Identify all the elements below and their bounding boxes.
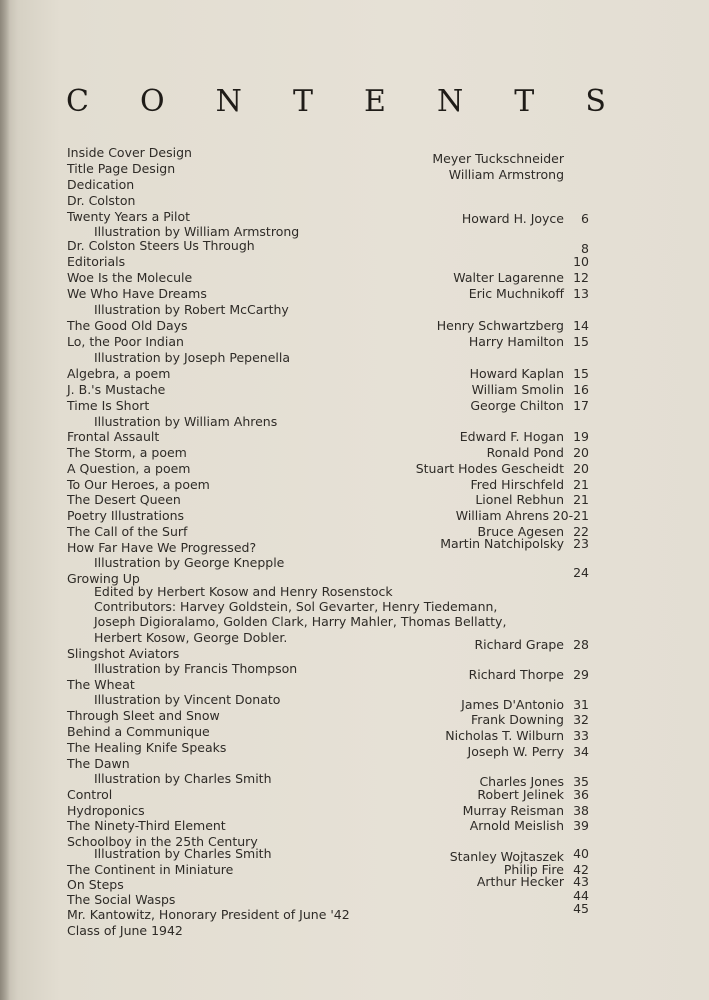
- toc-entry: [0, 923, 709, 939]
- toc-entry: [0, 708, 709, 727]
- entry-title: The Healing Knife Speaks: [67, 740, 227, 755]
- toc-entry: [0, 382, 709, 398]
- entry-page: 34: [573, 744, 589, 759]
- toc-entry: [0, 677, 709, 693]
- entry-page: 16: [573, 382, 589, 397]
- entry-title: Algebra, a poem: [67, 366, 171, 381]
- toc-entry: [0, 286, 709, 302]
- entry-title: Title Page Design: [67, 161, 176, 176]
- toc-entry: [0, 318, 709, 334]
- entry-page: 8: [581, 241, 589, 256]
- entry-title: Joseph Digioralamo, Golden Clark, Harry Mahler, Thomas Bellatty,: [94, 614, 507, 629]
- entry-author: Philip Fire: [503, 862, 564, 877]
- entry-page: 45: [573, 901, 589, 916]
- entry-title: Inside Cover Design: [67, 145, 192, 160]
- entry-title: The Good Old Days: [67, 318, 188, 333]
- entry-title: How Far Have We Progressed?: [67, 540, 257, 555]
- entry-author: Lionel Rebhun: [475, 492, 564, 507]
- entry-title: Illustration by Robert McCarthy: [94, 302, 289, 317]
- contents-heading: [66, 84, 606, 128]
- entry-title: Illustration by Vincent Donato: [94, 692, 281, 707]
- entry-title: Illustration by George Knepple: [94, 555, 285, 570]
- entry-title: The Continent in Miniature: [67, 862, 234, 877]
- entry-author: Ronald Pond: [486, 445, 564, 460]
- toc-entry: [0, 661, 709, 682]
- entry-author: James D'Antonio: [461, 697, 564, 712]
- entry-title: Schoolboy in the 25th Century: [67, 834, 258, 849]
- entry-title: Contributors: Harvey Goldstein, Sol Gevarter, Henry Tiedemann,: [94, 599, 498, 614]
- toc-entry: [0, 414, 709, 430]
- entry-title: Frontal Assault: [67, 429, 160, 444]
- toc-entry: [0, 492, 709, 508]
- toc-entry: [0, 756, 709, 772]
- entry-title: Herbert Kosow, George Dobler.: [94, 630, 288, 645]
- entry-author: Stuart Hodes Gescheidt: [415, 461, 564, 476]
- entry-title: The Desert Queen: [67, 492, 181, 507]
- entry-author: Fred Hirschfeld: [470, 477, 564, 492]
- entry-author: Charles Jones: [479, 774, 564, 789]
- entry-page: 21: [573, 477, 589, 492]
- entry-page: 29: [573, 667, 589, 682]
- entry-page: 20-21: [552, 508, 589, 523]
- entry-title: Slingshot Aviators: [67, 646, 180, 661]
- toc-entry: [0, 536, 709, 556]
- toc-entry: [0, 862, 709, 878]
- entry-page: 10: [573, 254, 589, 269]
- entry-page: 42: [573, 862, 589, 877]
- entry-page: 40: [573, 846, 589, 861]
- entry-page: 12: [573, 270, 589, 285]
- toc-entry: [0, 302, 709, 318]
- entry-title: Poetry Illustrations: [67, 508, 185, 523]
- toc-entry: [0, 445, 709, 461]
- toc-entry: [0, 888, 709, 908]
- entry-author: Martin Natchipolsky: [440, 536, 564, 551]
- entry-title: The Dawn: [67, 756, 130, 771]
- entry-page: 17: [573, 398, 589, 413]
- entry-page: 32: [573, 712, 589, 727]
- toc-entry: [0, 524, 709, 540]
- entry-author: Edward F. Hogan: [459, 429, 564, 444]
- entry-page: 35: [573, 774, 589, 789]
- entry-author: Arthur Hecker: [476, 874, 564, 889]
- entry-page: 33: [573, 728, 589, 743]
- entry-author: William Smolin: [471, 382, 564, 397]
- entry-author: Frank Downing: [471, 712, 564, 727]
- toc-entry: [0, 193, 709, 209]
- entry-title: Through Sleet and Snow: [67, 708, 220, 723]
- entry-author: Henry Schwartzberg: [436, 318, 564, 333]
- toc-entry: [0, 803, 709, 819]
- toc-entry: [0, 209, 709, 225]
- entry-author: Eric Muchnikoff: [468, 286, 564, 301]
- entry-author: Nicholas T. Wilburn: [445, 728, 564, 743]
- toc-entry: [0, 429, 709, 445]
- entry-title: Illustration by William Ahrens: [94, 414, 278, 429]
- toc-entry: [0, 584, 709, 600]
- toc-entry: [0, 614, 709, 630]
- entry-page: 31: [573, 697, 589, 712]
- entry-title: Woe Is the Molecule: [67, 270, 193, 285]
- entry-title: Growing Up: [67, 571, 140, 586]
- entry-author: Richard Thorpe: [468, 667, 564, 682]
- entry-title: Time Is Short: [67, 398, 150, 413]
- toc-entry: [0, 599, 709, 615]
- entry-title: Illustration by Joseph Pepenella: [94, 350, 290, 365]
- toc-entry: [0, 846, 709, 862]
- entry-title: Illustration by Francis Thompson: [94, 661, 298, 676]
- entry-author: Harry Hamilton: [468, 334, 564, 349]
- toc-entry: [0, 270, 709, 286]
- entry-page: 39: [573, 818, 589, 833]
- heading-letter: N: [436, 84, 464, 119]
- entry-title: Illustration by Charles Smith: [94, 771, 272, 786]
- entry-title: Mr. Kantowitz, Honorary President of June '42: [67, 907, 350, 922]
- entry-author: Howard H. Joyce: [461, 211, 564, 226]
- heading-letter: N: [215, 84, 242, 119]
- entry-title: We Who Have Dreams: [67, 286, 207, 301]
- entry-title: To Our Heroes, a poem: [67, 477, 210, 492]
- entry-title: Illustration by Charles Smith: [94, 846, 272, 861]
- entry-author: Meyer Tuckschneider: [432, 151, 564, 166]
- toc-entry: [0, 787, 709, 803]
- entry-author: Walter Lagarenne: [453, 270, 564, 285]
- entry-page: 6: [581, 211, 589, 226]
- toc-entry: [0, 177, 709, 193]
- entry-author: William Armstrong: [448, 167, 564, 182]
- entry-author: Bruce Agesen: [477, 524, 564, 539]
- toc-entry: [0, 238, 709, 254]
- entry-title: On Steps: [67, 877, 124, 892]
- entry-page: 23: [573, 536, 589, 551]
- entry-title: The Call of the Surf: [67, 524, 188, 539]
- entry-title: Dr. Colston: [67, 193, 136, 208]
- toc-entry: [0, 818, 709, 834]
- heading-letter: C: [66, 84, 89, 119]
- entry-author: William Ahrens: [455, 508, 549, 523]
- toc-entry: [0, 771, 709, 787]
- heading-letter: E: [364, 84, 386, 119]
- heading-letter: T: [514, 84, 535, 119]
- heading-letter: S: [585, 84, 606, 119]
- heading-letter: T: [292, 84, 313, 119]
- toc-entry: [0, 461, 709, 477]
- entry-title: Class of June 1942: [67, 923, 183, 938]
- toc-entry: [0, 350, 709, 366]
- toc-entry: [0, 161, 709, 182]
- toc-entry: [0, 555, 709, 571]
- entry-page: 22: [573, 524, 589, 539]
- toc-entry: [0, 145, 709, 166]
- entry-author: Stanley Wojtaszek: [449, 849, 564, 864]
- entry-author: Arnold Meislish: [469, 818, 564, 833]
- toc-entry: [0, 398, 709, 414]
- heading-letter: O: [140, 84, 165, 119]
- entry-title: Behind a Communique: [67, 724, 210, 739]
- entry-title: Illustration by William Armstrong: [94, 224, 300, 239]
- entry-page: 15: [573, 334, 589, 349]
- toc-entry: [0, 508, 709, 524]
- entry-page: 13: [573, 286, 589, 301]
- entry-page: 28: [573, 637, 589, 652]
- entry-page: 24: [573, 565, 589, 580]
- entry-page: 19: [573, 429, 589, 444]
- toc-entry: [0, 477, 709, 493]
- entry-page: 20: [573, 445, 589, 460]
- entry-page: 20: [573, 461, 589, 476]
- entry-title: Dedication: [67, 177, 135, 192]
- toc-entry: [0, 901, 709, 923]
- entry-title: Editorials: [67, 254, 126, 269]
- entry-title: Control: [67, 787, 113, 802]
- entry-page: 14: [573, 318, 589, 333]
- toc-entry: [0, 254, 709, 270]
- entry-page: 43: [573, 874, 589, 889]
- toc-entry: [0, 740, 709, 759]
- entry-page: 21: [573, 492, 589, 507]
- entry-title: Twenty Years a Pilot: [67, 209, 191, 224]
- entry-author: Murray Reisman: [462, 803, 564, 818]
- toc-entry: [0, 646, 709, 662]
- entry-title: The Ninety-Third Element: [67, 818, 226, 833]
- entry-author: Robert Jelinek: [477, 787, 564, 802]
- entry-title: Lo, the Poor Indian: [67, 334, 184, 349]
- entry-title: Edited by Herbert Kosow and Henry Rosenstock: [94, 584, 393, 599]
- toc-entry: [0, 366, 709, 382]
- entry-title: The Wheat: [67, 677, 135, 692]
- entry-title: J. B.'s Mustache: [67, 382, 166, 397]
- toc-entry: [0, 692, 709, 712]
- entry-title: The Social Wasps: [67, 892, 176, 907]
- entry-author: Joseph W. Perry: [467, 744, 564, 759]
- entry-page: 15: [573, 366, 589, 381]
- toc-entry: [0, 334, 709, 350]
- entry-title: A Question, a poem: [67, 461, 191, 476]
- entry-title: Hydroponics: [67, 803, 145, 818]
- entry-author: Richard Grape: [474, 637, 564, 652]
- entry-page: 44: [573, 888, 589, 903]
- entry-page: 36: [573, 787, 589, 802]
- entry-author: Howard Kaplan: [469, 366, 564, 381]
- entry-author: George Chilton: [470, 398, 564, 413]
- toc-entry: [0, 874, 709, 893]
- entry-title: The Storm, a poem: [67, 445, 187, 460]
- entry-title: Dr. Colston Steers Us Through: [67, 238, 255, 253]
- entry-page: 38: [573, 803, 589, 818]
- toc-entry: [0, 630, 709, 652]
- toc-entry: [0, 724, 709, 743]
